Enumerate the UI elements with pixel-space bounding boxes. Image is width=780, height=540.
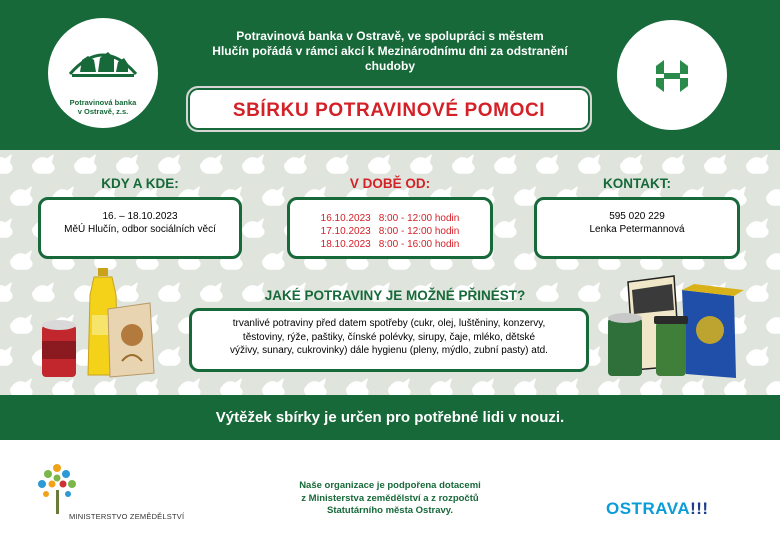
bird-silhouette xyxy=(704,154,727,174)
schedule-date: 16.10.2023 xyxy=(320,213,371,224)
bird-silhouette xyxy=(10,314,33,334)
bird-silhouette xyxy=(766,314,780,334)
support-text xyxy=(250,480,530,518)
hlucin-logo xyxy=(617,20,727,130)
support-line: Statutárního města Ostravy. xyxy=(326,505,453,516)
bird-silhouette xyxy=(766,186,780,206)
groceries-left-illustration xyxy=(36,265,166,385)
food-bank-emblem-icon xyxy=(66,34,140,84)
bird-silhouette xyxy=(494,154,517,174)
bird-silhouette xyxy=(368,154,391,174)
bird-silhouette xyxy=(746,218,769,238)
bird-silhouette xyxy=(410,154,433,174)
bird-silhouette xyxy=(346,378,369,395)
page-title: SBÍRKU POTRAVINOVÉ POMOCI xyxy=(232,100,546,121)
bird-silhouette xyxy=(430,378,453,395)
bird-silhouette xyxy=(556,378,579,395)
bird-silhouette xyxy=(388,378,411,395)
bird-silhouette xyxy=(10,186,33,206)
bird-silhouette xyxy=(766,250,780,270)
schedule-row xyxy=(290,212,490,225)
bird-silhouette xyxy=(0,218,13,238)
bird-silhouette xyxy=(326,154,349,174)
support-line: Naše organizace je podpořena dotacemi xyxy=(299,480,481,491)
schedule-row xyxy=(290,225,490,238)
schedule-time: 8:00 - 12:00 hodin xyxy=(378,226,460,237)
bird-silhouette xyxy=(178,378,201,395)
caption-line: Potravinová banka xyxy=(69,98,137,107)
bird-silhouette xyxy=(536,154,559,174)
contact-box xyxy=(534,197,740,259)
schedule-time: 8:00 - 16:00 hodin xyxy=(378,239,460,250)
intro-line: chudoby xyxy=(365,59,415,73)
ostrava-exclamation: !!! xyxy=(690,499,709,518)
intro-text xyxy=(185,29,595,74)
bird-silhouette xyxy=(284,154,307,174)
intro-line: Hlučín pořádá v rámci akcí k Mezinárodnímu dni za odstranění xyxy=(212,44,568,58)
bird-silhouette xyxy=(620,154,643,174)
tea-box-icon xyxy=(682,284,744,378)
bird-silhouette xyxy=(262,186,285,206)
green-can-icon xyxy=(608,313,642,376)
foods-question: JAKÉ POTRAVINY JE MOŽNÉ PŘINÉST? xyxy=(264,288,526,303)
food-bank-logo xyxy=(48,18,158,128)
bird-silhouette xyxy=(472,378,495,395)
bird-silhouette xyxy=(74,154,97,174)
schedule-date: 17.10.2023 xyxy=(320,226,371,237)
bird-silhouette xyxy=(0,154,13,174)
ministry-tree-icon xyxy=(36,460,80,516)
tomato-can-icon xyxy=(42,320,76,377)
bird-silhouette xyxy=(0,282,13,302)
contact-phone: 595 020 229 xyxy=(609,211,665,222)
ministry-logo xyxy=(36,460,196,530)
food-bank-caption xyxy=(48,98,158,116)
event-dates: 16. – 18.10.2023 xyxy=(102,211,178,222)
purpose-statement: Výtěžek sbírky je určen pro potřebné lidi v nouzi. xyxy=(215,409,565,426)
bird-silhouette xyxy=(220,378,243,395)
bird-silhouette xyxy=(242,154,265,174)
bird-silhouette xyxy=(514,250,537,270)
schedule-heading: V DOBĚ OD: xyxy=(349,176,431,191)
schedule-date: 18.10.2023 xyxy=(320,239,371,250)
bird-silhouette xyxy=(452,154,475,174)
bird-silhouette xyxy=(766,378,780,395)
bird-silhouette xyxy=(200,282,223,302)
ministry-name: MINISTERSTVO ZEMĚDĚLSTVÍ xyxy=(69,512,185,521)
event-place: MěÚ Hlučín, odbor sociálních věcí xyxy=(64,224,216,235)
jar-icon xyxy=(654,316,688,376)
foods-line: trvanlivé potraviny před datem spotřeby (cukr, olej, luštěniny, konzervy, xyxy=(232,318,546,329)
bird-silhouette xyxy=(662,154,685,174)
when-where-heading: KDY A KDE: xyxy=(101,176,179,191)
bird-silhouette xyxy=(304,378,327,395)
ostrava-logo xyxy=(606,499,709,519)
bird-silhouette xyxy=(10,250,33,270)
contact-heading: KONTAKT: xyxy=(603,176,671,191)
when-where-box xyxy=(38,197,242,259)
bird-silhouette xyxy=(578,282,601,302)
bird-silhouette xyxy=(0,346,13,366)
bird-silhouette xyxy=(514,186,537,206)
schedule-box xyxy=(287,197,493,259)
support-line: z Ministerstva zemědělství a z rozpočtů xyxy=(301,492,479,504)
bird-silhouette xyxy=(200,154,223,174)
caption-line: v Ostravě, z.s. xyxy=(77,107,129,116)
bird-silhouette xyxy=(158,154,181,174)
bird-silhouette xyxy=(32,154,55,174)
foods-line: výživy, sunary, cukrovinky) dále hygienu (pleny, mýdlo, zubní pasty) atd. xyxy=(230,345,548,356)
ostrava-wordmark: OSTRAVA xyxy=(606,499,691,518)
bird-silhouette xyxy=(494,218,517,238)
bird-silhouette xyxy=(262,250,285,270)
bird-silhouette xyxy=(578,154,601,174)
bird-silhouette xyxy=(116,154,139,174)
bird-silhouette xyxy=(514,378,537,395)
foods-box xyxy=(189,308,589,372)
contact-name: Lenka Petermannová xyxy=(589,224,685,235)
hlucin-emblem-icon xyxy=(652,56,692,96)
foods-line: těstoviny, rýže, paštiky, čínské polévky, sirupy, čaje, mléko, dětské xyxy=(242,331,536,343)
bird-silhouette xyxy=(10,378,33,395)
bird-silhouette xyxy=(242,218,265,238)
bird-silhouette xyxy=(746,154,769,174)
schedule-time: 8:00 - 12:00 hodin xyxy=(378,213,460,224)
groceries-right-illustration xyxy=(604,270,754,385)
flour-bag-icon xyxy=(108,303,154,377)
intro-line: Potravinová banka v Ostravě, ve spolupráci s městem xyxy=(236,29,544,43)
title-pill xyxy=(186,86,592,132)
schedule-row xyxy=(290,238,490,251)
bird-silhouette xyxy=(262,378,285,395)
